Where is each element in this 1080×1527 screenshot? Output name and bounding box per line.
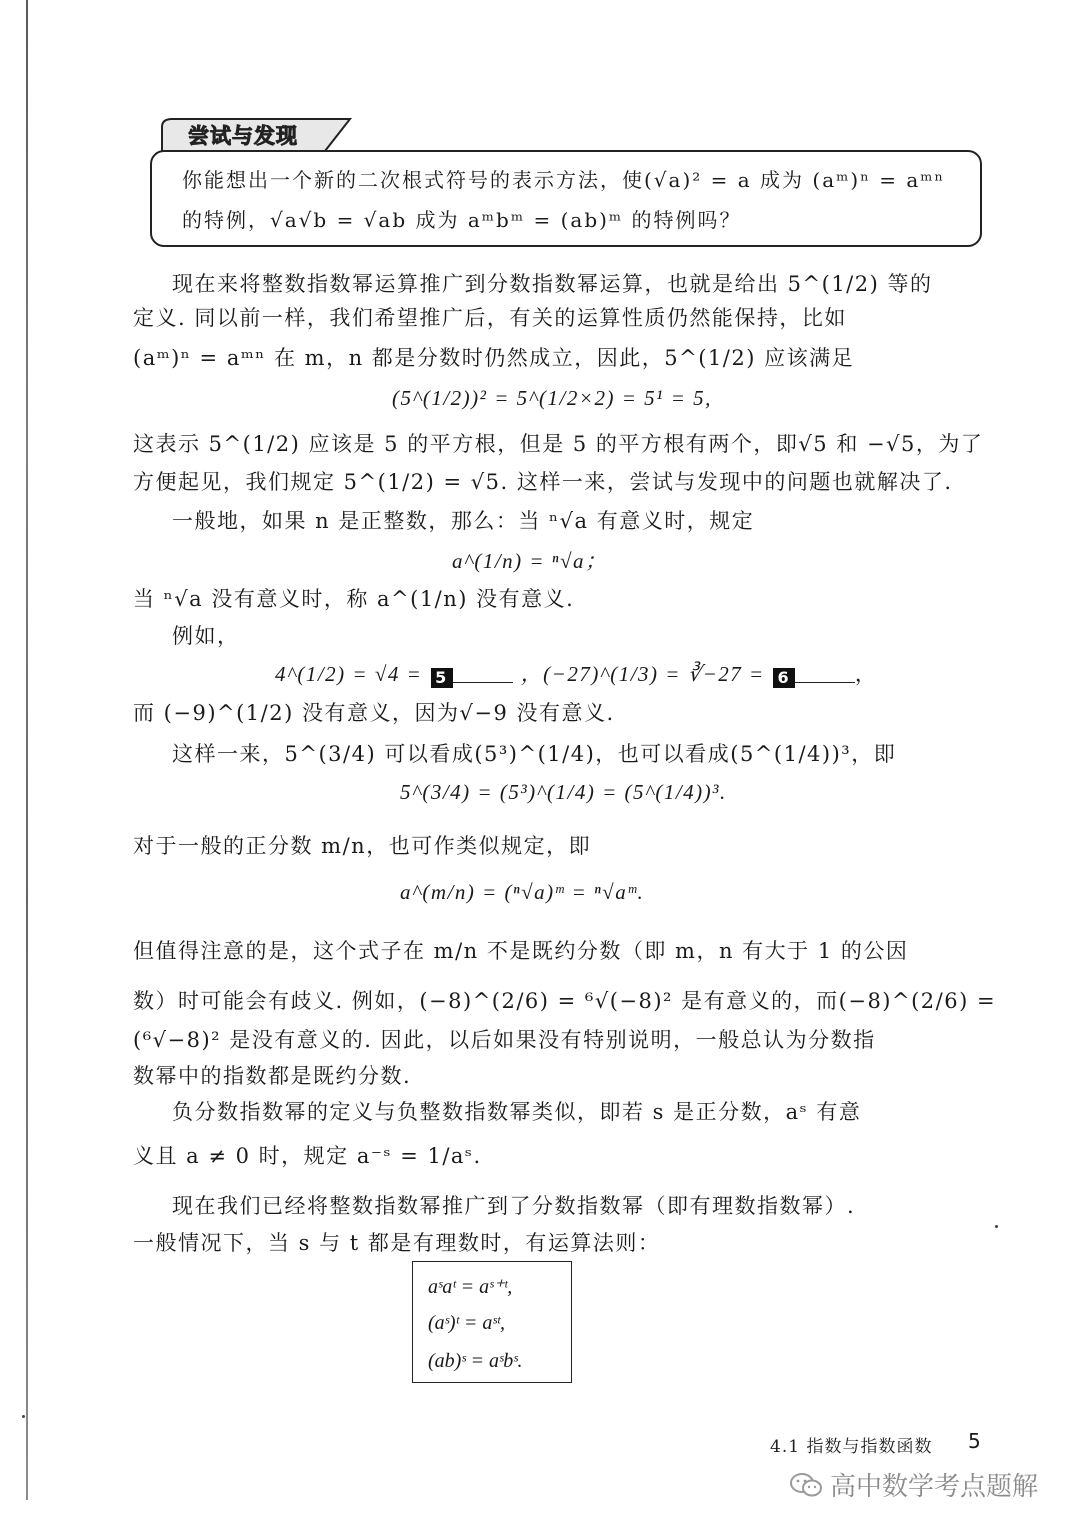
footer-section-title: 4.1 指数与指数函数 bbox=[770, 1437, 933, 1457]
watermark bbox=[790, 1466, 1038, 1503]
answer-blank-5[interactable] bbox=[453, 664, 513, 683]
paragraph-8-line-2: 数）时可能会有歧义. 例如，(−8)^(2/6) = ⁶√(−8)² 是有意义的，而(−8)^(2/6) = bbox=[133, 989, 997, 1013]
page-number: 5 bbox=[968, 1429, 981, 1453]
paragraph-1-line-2: 定义. 同以前一样，我们希望推广后，有关的运算性质仍然能保持，比如 bbox=[133, 306, 847, 330]
paragraph-1-line-1: 现在来将整数指数幂运算推广到分数指数幂运算，也就是给出 5^(1/2) 等的 bbox=[172, 272, 933, 296]
paragraph-5: 而 (−9)^(1/2) 没有意义，因为√−9 没有意义. bbox=[133, 701, 615, 725]
answer-badge-6: 6 bbox=[773, 668, 795, 688]
equation-1: (5^(1/2))² = 5^(1/2×2) = 5¹ = 5, bbox=[392, 386, 712, 410]
paragraph-10-line-1: 现在我们已经将整数指数幂推广到了分数指数幂（即有理数指数幂）. bbox=[172, 1194, 856, 1218]
answer-badge-5: 5 bbox=[431, 668, 453, 688]
paragraph-1-line-3: (aᵐ)ⁿ = aᵐⁿ 在 m，n 都是分数时仍然成立，因此，5^(1/2) 应该满足 bbox=[133, 346, 855, 370]
paragraph-8-line-1: 但值得注意的是，这个式子在 m/n 不是既约分数（即 m，n 有大于 1 的公因 bbox=[133, 939, 909, 963]
example-eq-part-a: 4^(1/2) = √4 = bbox=[275, 662, 423, 686]
paragraph-8-line-4: 数幂中的指数都是既约分数. bbox=[133, 1064, 412, 1088]
paragraph-9-line-1: 负分数指数幂的定义与负整数指数幂类似，即若 s 是正分数，aˢ 有意 bbox=[172, 1100, 862, 1124]
binding-line bbox=[26, 0, 28, 1500]
wechat-icon bbox=[790, 1472, 822, 1498]
paragraph-4: 例如， bbox=[172, 624, 240, 648]
scan-speck bbox=[22, 1415, 25, 1418]
paragraph-6: 这样一来，5^(3/4) 可以看成(5³)^(1/4)，也可以看成(5^(1/4))³，即 bbox=[172, 742, 897, 766]
paragraph-8-line-3: (⁶√−8)² 是没有意义的. 因此，以后如果没有特别说明，一般总认为分数指 bbox=[133, 1028, 876, 1052]
example-equation bbox=[275, 658, 877, 688]
example-eq-part-c: ， bbox=[854, 662, 878, 686]
paragraph-7: 对于一般的正分数 m/n，也可作类似规定，即 bbox=[133, 834, 592, 858]
box-line-1: 你能想出一个新的二次根式符号的表示方法，使(√a)² = a 成为 (aᵐ)ⁿ = aᵐⁿ bbox=[182, 168, 946, 192]
rule-2: (aˢ)ᵗ = aˢᵗ, bbox=[428, 1312, 505, 1334]
rule-3: (ab)ˢ = aˢbˢ. bbox=[428, 1350, 523, 1372]
answer-blank-6[interactable] bbox=[795, 664, 855, 683]
equation-2: a^(1/n) = ⁿ√a； bbox=[452, 549, 608, 573]
example-eq-part-b: ，(−27)^(1/3) = ∛−27 = bbox=[520, 662, 765, 686]
paragraph-3-line-2: 当 ⁿ√a 没有意义时，称 a^(1/n) 没有意义. bbox=[133, 587, 575, 611]
try-discover-box bbox=[150, 150, 982, 247]
equation-4: 5^(3/4) = (5³)^(1/4) = (5^(1/4))³. bbox=[400, 780, 727, 804]
paragraph-3-line-1: 一般地，如果 n 是正整数，那么：当 ⁿ√a 有意义时，规定 bbox=[172, 509, 755, 533]
rule-1: aˢaᵗ = aˢ⁺ᵗ, bbox=[428, 1276, 513, 1298]
box-line-2: 的特例，√a√b = √ab 成为 aᵐbᵐ = (ab)ᵐ 的特例吗？ bbox=[182, 208, 742, 232]
box-title: 尝试与发现 bbox=[188, 124, 298, 148]
scan-speck bbox=[995, 1225, 998, 1228]
equation-5: a^(m/n) = (ⁿ√a)ᵐ = ⁿ√aᵐ. bbox=[400, 880, 645, 904]
paragraph-2-line-2: 方便起见，我们规定 5^(1/2) = √5. 这样一来，尝试与发现中的问题也就解决了. bbox=[133, 470, 953, 494]
rules-box bbox=[412, 1261, 572, 1383]
paragraph-10-line-2: 一般情况下，当 s 与 t 都是有理数时，有运算法则： bbox=[133, 1231, 661, 1255]
paragraph-9-line-2: 义且 a ≠ 0 时，规定 a⁻ˢ = 1/aˢ. bbox=[133, 1144, 482, 1168]
watermark-text: 高中数学考点题解 bbox=[830, 1472, 1039, 1502]
paragraph-2-line-1: 这表示 5^(1/2) 应该是 5 的平方根，但是 5 的平方根有两个，即√5 和 −√5，为了 bbox=[133, 432, 984, 456]
